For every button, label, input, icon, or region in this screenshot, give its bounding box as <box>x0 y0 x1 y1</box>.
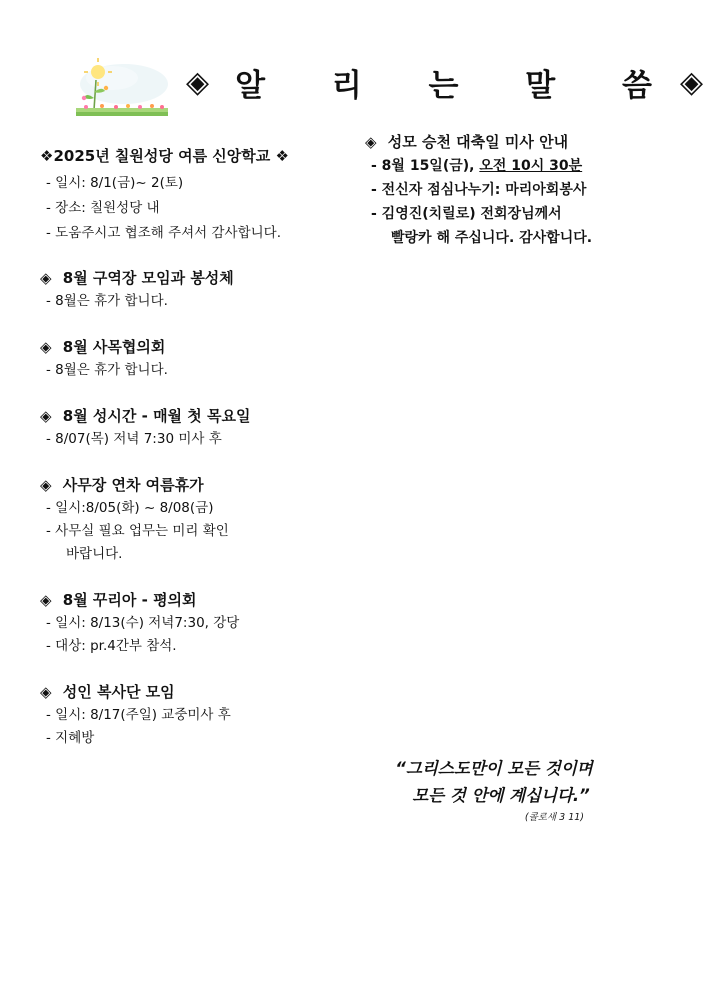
right-column <box>365 130 665 272</box>
section-altar-servers <box>40 680 340 750</box>
info-line: - 사무실 필요 업무는 미리 확인 <box>46 523 229 539</box>
info-line: 빨랑카 해 주십니다. 감사합니다. <box>391 230 593 246</box>
section-title <box>40 588 340 612</box>
info-line: - 일시: 8/1(금)~ 2(토) <box>46 175 184 191</box>
info-line: - 일시: 8/17(주일) 교중미사 후 <box>46 707 231 723</box>
section-title-text: 사무장 연차 여름휴가 <box>62 476 204 494</box>
info-line: - 일시: 8/13(수) 저녁7:30, 강당 <box>46 615 240 631</box>
mass-date: - 8월 15일(금), <box>371 158 480 174</box>
section-title <box>40 335 340 359</box>
section-office-vacation <box>40 473 340 566</box>
info-line: 바랍니다. <box>66 546 123 562</box>
section-title-text: 성인 복사단 모임 <box>62 683 175 701</box>
title-text: 알 리 는 말 씀 <box>235 67 680 104</box>
section-title <box>40 473 340 497</box>
diamond-icon: ◈ <box>40 338 52 356</box>
section-curia <box>40 588 340 658</box>
page-title <box>186 62 703 104</box>
section-assumption-mass <box>365 130 665 250</box>
section-pastoral-council <box>40 335 340 382</box>
info-line: - 8월은 휴가 합니다. <box>46 293 168 309</box>
section-zone-meeting <box>40 266 340 313</box>
diamond-icon: ◈ <box>365 133 377 151</box>
diamond-icon: ◈ <box>679 64 703 100</box>
info-line: - 8/07(목) 저녁 7:30 미사 후 <box>46 431 222 447</box>
mass-time: 오전 10시 30분 <box>479 158 583 174</box>
section-title <box>365 130 665 154</box>
diamond-icon: ◈ <box>40 476 52 494</box>
diamond-icon: ◈ <box>40 269 52 287</box>
info-line: - 지혜방 <box>46 730 95 746</box>
quote-line: “그리스도만이 모든 것이며 <box>395 759 593 778</box>
section-title-text: 8월 사목협의회 <box>62 338 166 356</box>
section-title <box>40 266 340 290</box>
section-summer-camp <box>40 144 340 246</box>
diamond-icon: ◈ <box>40 591 52 609</box>
section-title <box>40 404 340 428</box>
info-line: - 전신자 점심나누기: 마리아회봉사 <box>371 182 587 198</box>
section-title-text: 성모 승천 대축일 미사 안내 <box>387 133 569 151</box>
info-line: - 김영진(치릴로) 전회장님께서 <box>371 206 562 222</box>
section-title-text: 8월 성시간 - 매월 첫 목요일 <box>62 407 251 425</box>
section-title-text: 8월 구역장 모임과 봉성체 <box>62 269 234 287</box>
info-line: - 일시:8/05(화) ~ 8/08(금) <box>46 500 214 516</box>
info-line: - 장소: 칠원성당 내 <box>46 200 160 216</box>
scripture-quote <box>374 755 614 823</box>
info-line: - 대상: pr.4간부 참석. <box>46 638 177 654</box>
quote-line: 모든 것 안에 계십니다.” <box>412 786 590 805</box>
section-holy-hour <box>40 404 340 451</box>
info-line: - 8월은 휴가 합니다. <box>46 362 168 378</box>
flower-garden-illustration <box>72 58 172 120</box>
diamond-icon: ◈ <box>40 683 52 701</box>
info-line: - 도움주시고 협조해 주셔서 감사합니다. <box>46 225 281 241</box>
section-title-text: 8월 꾸리아 - 평의회 <box>62 591 197 609</box>
section-title: ❖2025년 칠원성당 여름 신앙학교 ❖ <box>40 147 289 165</box>
diamond-icon: ◈ <box>40 407 52 425</box>
diamond-icon: ◈ <box>186 64 210 100</box>
quote-citation: (콜로새 3 11) <box>524 812 584 823</box>
left-column <box>40 144 340 772</box>
section-title <box>40 680 340 704</box>
info-line <box>365 154 665 178</box>
